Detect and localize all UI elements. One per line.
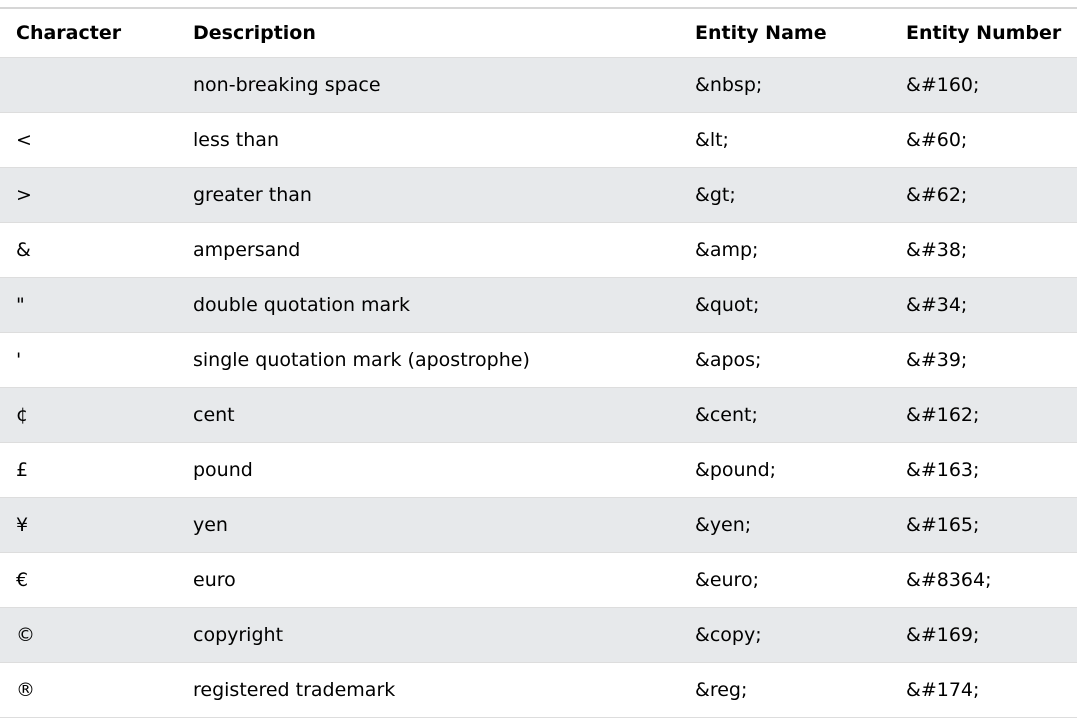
cell-description: euro (177, 553, 679, 608)
cell-character: & (0, 223, 177, 278)
cell-entity-name: &reg; (679, 663, 890, 718)
cell-description: ampersand (177, 223, 679, 278)
cell-entity-number: &#39; (890, 333, 1077, 388)
cell-entity-name: &nbsp; (679, 58, 890, 113)
table-row (0, 608, 1077, 663)
cell-description: yen (177, 498, 679, 553)
table-header (0, 8, 1077, 58)
table-row (0, 278, 1077, 333)
cell-character: ¥ (0, 498, 177, 553)
table-row (0, 58, 1077, 113)
table-row (0, 443, 1077, 498)
cell-description: less than (177, 113, 679, 168)
cell-entity-number: &#8364; (890, 553, 1077, 608)
table-row (0, 223, 1077, 278)
cell-entity-number: &#160; (890, 58, 1077, 113)
cell-entity-number: &#162; (890, 388, 1077, 443)
cell-description: copyright (177, 608, 679, 663)
cell-entity-name: &euro; (679, 553, 890, 608)
cell-description: registered trademark (177, 663, 679, 718)
cell-description: pound (177, 443, 679, 498)
table-row (0, 388, 1077, 443)
cell-entity-number: &#169; (890, 608, 1077, 663)
cell-character: © (0, 608, 177, 663)
cell-entity-name: &apos; (679, 333, 890, 388)
cell-description: greater than (177, 168, 679, 223)
cell-entity-name: &quot; (679, 278, 890, 333)
cell-description: cent (177, 388, 679, 443)
cell-entity-number: &#174; (890, 663, 1077, 718)
cell-entity-name: &amp; (679, 223, 890, 278)
cell-character: ' (0, 333, 177, 388)
cell-description: single quotation mark (apostrophe) (177, 333, 679, 388)
cell-description: double quotation mark (177, 278, 679, 333)
cell-entity-name: &lt; (679, 113, 890, 168)
cell-entity-name: &yen; (679, 498, 890, 553)
table-row (0, 333, 1077, 388)
cell-entity-number: &#163; (890, 443, 1077, 498)
cell-entity-number: &#38; (890, 223, 1077, 278)
table-row (0, 663, 1077, 718)
header-description: Description (177, 8, 679, 58)
cell-character: ® (0, 663, 177, 718)
cell-character (0, 58, 177, 113)
cell-entity-number: &#62; (890, 168, 1077, 223)
table-row (0, 168, 1077, 223)
table-row (0, 553, 1077, 608)
cell-entity-number: &#165; (890, 498, 1077, 553)
header-entity-number: Entity Number (890, 8, 1077, 58)
cell-character: " (0, 278, 177, 333)
header-character: Character (0, 8, 177, 58)
cell-entity-number: &#60; (890, 113, 1077, 168)
html-entities-table (0, 7, 1077, 718)
cell-character: £ (0, 443, 177, 498)
cell-entity-name: &pound; (679, 443, 890, 498)
cell-entity-number: &#34; (890, 278, 1077, 333)
table-row (0, 113, 1077, 168)
table-row (0, 498, 1077, 553)
table-body (0, 58, 1077, 718)
cell-entity-name: &copy; (679, 608, 890, 663)
header-entity-name: Entity Name (679, 8, 890, 58)
cell-character: > (0, 168, 177, 223)
cell-description: non-breaking space (177, 58, 679, 113)
cell-character: € (0, 553, 177, 608)
cell-entity-name: &cent; (679, 388, 890, 443)
table-header-row (0, 8, 1077, 58)
cell-entity-name: &gt; (679, 168, 890, 223)
cell-character: ¢ (0, 388, 177, 443)
cell-character: < (0, 113, 177, 168)
